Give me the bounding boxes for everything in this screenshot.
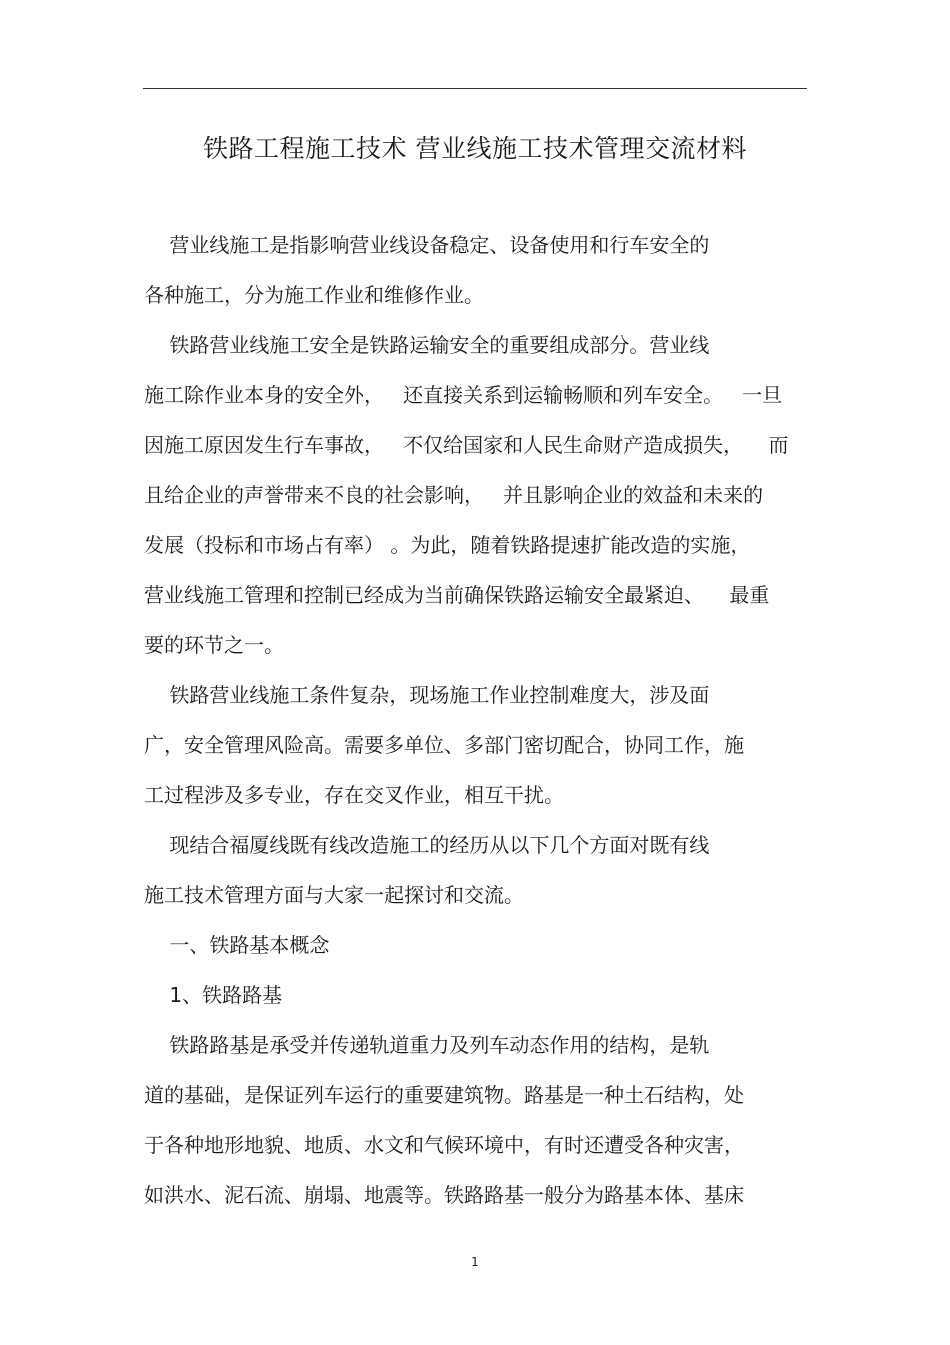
text-line: 各种施工，分为施工作业和维修作业。 xyxy=(144,283,484,307)
page-number: 1 xyxy=(471,1255,479,1269)
text-line: 道的基础，是保证列车运行的重要建筑物。路基是一种土石结构，处 xyxy=(144,1083,744,1107)
text-line: 于各种地形地貌、地质、水文和气候环境中，有时还遭受各种灾害， xyxy=(144,1133,744,1157)
text-line: 铁路营业线施工安全是铁路运输安全的重要组成部分。营业线 xyxy=(144,333,710,357)
text-line: 工过程涉及多专业，存在交叉作业，相互干扰。 xyxy=(144,783,564,807)
text-line: 发展（投标和市场占有率） 。为此，随着铁路提速扩能改造的实施， xyxy=(144,533,751,557)
section-heading: 一、铁路基本概念 xyxy=(144,933,330,957)
text-line: 广，安全管理风险高。需要多单位、多部门密切配合，协同工作，施 xyxy=(144,733,744,757)
text-line: 铁路营业线施工条件复杂，现场施工作业控制难度大，涉及面 xyxy=(144,683,710,707)
text-line: 现结合福厦线既有线改造施工的经历从以下几个方面对既有线 xyxy=(144,833,710,857)
top-rule xyxy=(143,88,807,89)
text-line: 施工除作业本身的安全外， 还直接关系到运输畅顺和列车安全。 一旦 xyxy=(144,383,783,407)
subsection-heading: 1、铁路路基 xyxy=(144,983,283,1007)
text-line: 施工技术管理方面与大家一起探讨和交流。 xyxy=(144,883,524,907)
text-line: 铁路路基是承受并传递轨道重力及列车动态作用的结构，是轨 xyxy=(144,1033,710,1057)
text-line: 且给企业的声誉带来不良的社会影响， 并且影响企业的效益和未来的 xyxy=(144,483,764,507)
document-title: 铁路工程施工技术 营业线施工技术管理交流材料 xyxy=(203,134,747,163)
text-line: 营业线施工是指影响营业线设备稳定、设备使用和行车安全的 xyxy=(144,233,710,257)
text-line: 营业线施工管理和控制已经成为当前确保铁路运输安全最紧迫、 最重 xyxy=(144,583,770,607)
text-line: 因施工原因发生行车事故， 不仅给国家和人民生命财产造成损失， 而 xyxy=(144,433,789,457)
text-line: 要的环节之一。 xyxy=(144,633,284,657)
text-line: 如洪水、泥石流、崩塌、地震等。铁路路基一般分为路基本体、基床 xyxy=(144,1183,744,1207)
